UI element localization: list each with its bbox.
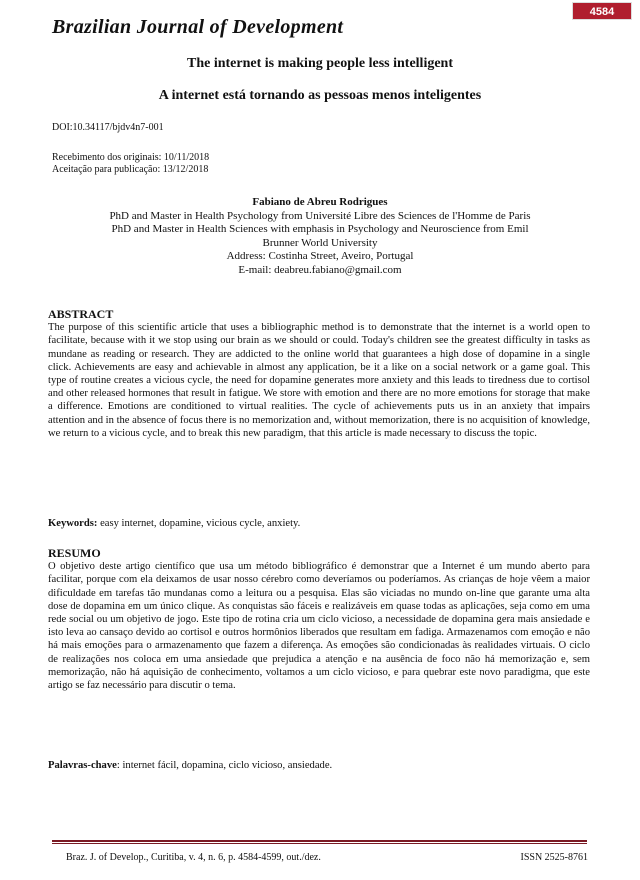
palavras-chave-label: Palavras-chave <box>48 760 117 771</box>
palavras-chave-text: : internet fácil, dopamina, ciclo vicioso, ansiedade. <box>116 760 333 771</box>
doi-line[interactable]: DOI:10.34117/bjdv4n7-001 <box>52 122 164 133</box>
keywords-line <box>48 518 590 529</box>
article-title-pt: A internet está tornando as pessoas menos inteligentes <box>158 88 482 103</box>
abstract-heading: ABSTRACT <box>48 307 114 321</box>
resumo-heading: RESUMO <box>48 546 101 560</box>
author-block <box>0 196 640 277</box>
author-name: Fabiano de Abreu Rodrigues <box>252 196 388 208</box>
resumo-section <box>48 547 590 692</box>
footer-citation: Braz. J. of Develop., Curitiba, v. 4, n. 6, p. 4584-4599, out./dez. <box>66 852 321 863</box>
resumo-text: O objetivo deste artigo científico que usa um método bibliográfico é demonstrar que a Internet é um mundo aberto para facilitar, porque com ela deixamos de usar nosso cérebro como deveríamos ou poderíamos. As crianças de hoje vêem a maior dificuldade em tarefas tão mundanas como a leitura ou a pesquisa. Elas são viciadas no mundo on-line que garante uma alta dose de dopamina em um único clique. As conquistas são fáceis e realizáveis em quase todas as aplicações, seja como em uma rede social ou um objetivo de jogo. Este tipo de rotina cria um ciclo vicioso, a necessidade de dopamina gera mais ansiedade e isto leva ao cansaço devido ao cortisol e outros hormônios liberados que resultam em fadiga. Armazenamos com emoção e não há mais emoções para o armazenamento que fazem a diferença. As emoções são condicionadas às realidades virtuais. O ciclo de realizações nos coloca em uma ansiedade que prejudica a atenção e na ausência de foco não há memorização e, sem memorização, não há aquisição de conhecimento, voltamos a um ciclo vicioso, e para quebrar este novo paradigma, que este artigo se faz necessário para discutir o tema. <box>48 561 590 692</box>
author-affiliation-2: PhD and Master in Health Sciences with emphasis in Psychology and Neuroscience from Emil Brunner World University <box>111 223 529 249</box>
footer-divider <box>52 840 587 844</box>
abstract-text: The purpose of this scientific article that uses a bibliographic method is to demonstrate that the internet is a world open to facilitate, because with it we stop using our brain as we should or could. Today's children see the greatest difficulty in tasks as mundane as reading or research. They are addicted to the online world that guarantees a high dose of dopamine in a single click. Achievements are easy and achievable in almost any application, be it a like on a social network or a game goal. This type of routine creates a vicious cycle, the need for dopamine generates more anxiety and this leads to tiredness due to cortisol and other released hormones that result in fatigue. We store with emotion and there are no more emotions for storage that make a difference. Emotions are conditioned to virtual realities. The cycle of achievements puts us in an anxiety that impairs attention and in the absence of focus there is no memorization and, without memorization, there is no acquisition of knowledge, we return to a vicious cycle, and to break this new paradigm, that this article is made necessary to discuss the topic. <box>48 322 590 439</box>
received-date: Recebimento dos originais: 10/11/2018 <box>52 152 210 163</box>
accepted-date: Aceitação para publicação: 13/12/2018 <box>52 164 209 175</box>
keywords-text: easy internet, dopamine, vicious cycle, anxiety. <box>97 518 301 529</box>
page-number-badge: 4584 <box>572 2 632 20</box>
article-title-en: The internet is making people less intelligent <box>187 56 453 71</box>
author-address: Address: Costinha Street, Aveiro, Portugal <box>226 250 414 262</box>
submission-dates <box>52 152 209 176</box>
abstract-section <box>48 308 590 440</box>
author-affiliation-1: PhD and Master in Health Psychology from Université Libre des Sciences de l'Homme de Paris <box>109 209 531 222</box>
palavras-chave-line <box>48 760 590 771</box>
keywords-label: Keywords: <box>48 518 98 529</box>
journal-logo-title: Brazilian Journal of Development <box>52 16 344 38</box>
author-email[interactable]: E-mail: deabreu.fabiano@gmail.com <box>238 263 402 276</box>
footer-issn: ISSN 2525-8761 <box>520 852 588 863</box>
